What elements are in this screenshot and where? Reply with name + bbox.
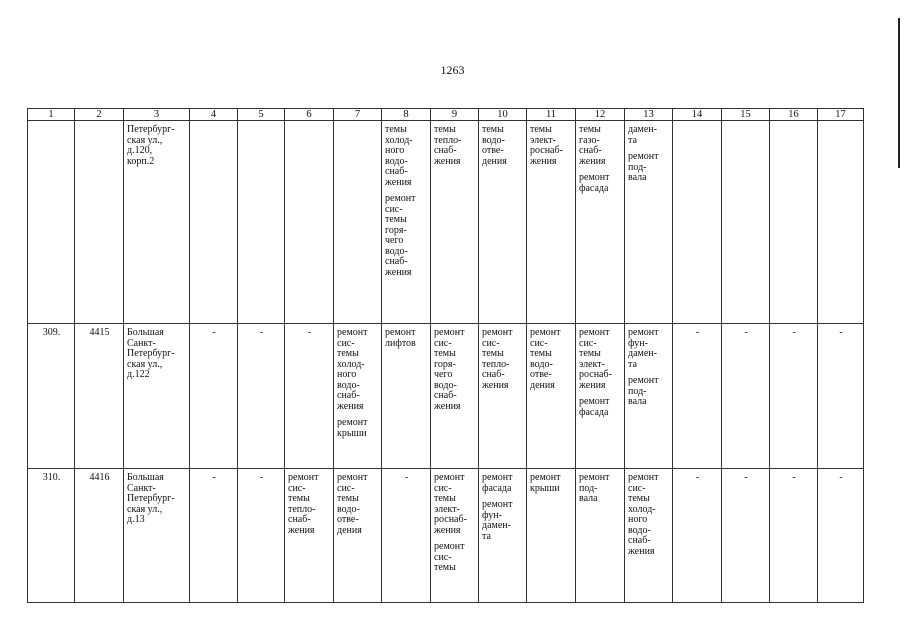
col-header: 8	[382, 109, 431, 121]
cell-text: ремонт фасада	[482, 472, 513, 494]
cell-text: ремонт сис- темы холод- ного водо- снаб- жения	[628, 472, 659, 557]
cell-text: -	[307, 327, 312, 338]
work-cell	[576, 469, 625, 603]
table-row	[28, 469, 864, 603]
cell-text: темы тепло- снаб- жения	[434, 124, 462, 167]
work-cell	[527, 469, 576, 603]
cell-text: ремонт фасада	[579, 172, 610, 194]
data-cell: -	[673, 469, 722, 603]
cell-text: ремонт под- вала	[628, 375, 659, 407]
work-cell	[479, 324, 527, 469]
address-cell	[124, 121, 190, 324]
address-cell	[124, 324, 190, 469]
cell-text: Петербург- ская ул., д.120, корп.2	[127, 124, 175, 167]
data-cell: -	[673, 324, 722, 469]
cell-text: темы водо- отве- дения	[482, 124, 507, 167]
col-header: 7	[334, 109, 382, 121]
cell-text: ремонт под- вала	[628, 151, 659, 183]
work-cell	[625, 469, 673, 603]
cell-text: темы холод- ного водо- снаб- жения	[385, 124, 413, 188]
cell-text: ремонт сис- темы водо- отве- дения	[337, 472, 368, 536]
col-header: 14	[673, 109, 722, 121]
data-cell	[818, 121, 864, 324]
data-cell: -	[770, 324, 818, 469]
work-cell	[431, 324, 479, 469]
col-header: 15	[722, 109, 770, 121]
row-number-cell: 310.	[28, 469, 75, 603]
cell-text: ремонт сис- темы водо- отве- дения	[530, 327, 561, 391]
work-cell	[527, 324, 576, 469]
data-cell	[770, 121, 818, 324]
column-number-row	[28, 109, 864, 121]
cell-text: дамен- та	[628, 124, 657, 146]
col-header: 12	[576, 109, 625, 121]
cell-text: ремонт сис- темы элект- роснаб- жения	[434, 472, 467, 536]
data-cell	[673, 121, 722, 324]
work-cell	[285, 121, 334, 324]
cell-text: ремонт сис- темы горя- чего водо- снаб- жения	[385, 193, 416, 278]
col-header: 13	[625, 109, 673, 121]
row-number-cell: 309.	[28, 324, 75, 469]
cell-text: ремонт под- вала	[579, 472, 610, 504]
cell-text: ремонт лифтов	[385, 327, 416, 349]
work-cell	[479, 121, 527, 324]
cell-text: ремонт сис- темы тепло- снаб- жения	[482, 327, 513, 391]
cell-text: ремонт крыши	[337, 417, 368, 439]
work-cell	[479, 469, 527, 603]
work-cell	[334, 121, 382, 324]
col-header: 6	[285, 109, 334, 121]
data-cell: -	[190, 469, 238, 603]
work-cell	[334, 324, 382, 469]
repair-schedule-table	[27, 108, 864, 603]
data-cell: -	[770, 469, 818, 603]
cell-text: ремонт фасада	[579, 396, 610, 418]
data-cell: -	[238, 469, 285, 603]
data-cell: -	[722, 469, 770, 603]
cell-text: темы газо- снаб- жения	[579, 124, 606, 167]
data-cell: -	[818, 469, 864, 603]
table-row	[28, 121, 864, 324]
data-cell	[190, 121, 238, 324]
table-row	[28, 324, 864, 469]
row-number-cell	[28, 121, 75, 324]
cell-text: -	[404, 472, 409, 483]
cell-text: ремонт фун- дамен- та	[628, 327, 659, 370]
margin-rule	[898, 18, 900, 168]
col-header: 10	[479, 109, 527, 121]
cell-text: ремонт сис- темы горя- чего водо- снаб- жения	[434, 327, 465, 412]
work-cell	[431, 469, 479, 603]
code-cell: 4416	[75, 469, 124, 603]
data-cell: -	[238, 324, 285, 469]
col-header: 1	[28, 109, 75, 121]
cell-text: темы элект- роснаб- жения	[530, 124, 563, 167]
page-number: 1263	[440, 63, 465, 77]
col-header: 16	[770, 109, 818, 121]
address-cell	[124, 469, 190, 603]
col-header: 11	[527, 109, 576, 121]
cell-text: ремонт сис- темы холод- ного водо- снаб- жения	[337, 327, 368, 412]
work-cell	[625, 121, 673, 324]
work-cell	[285, 324, 334, 469]
work-cell	[625, 324, 673, 469]
work-cell	[576, 324, 625, 469]
col-header: 4	[190, 109, 238, 121]
col-header: 3	[124, 109, 190, 121]
col-header: 2	[75, 109, 124, 121]
work-cell	[382, 121, 431, 324]
code-cell	[75, 121, 124, 324]
work-cell	[285, 469, 334, 603]
data-cell	[722, 121, 770, 324]
col-header: 9	[431, 109, 479, 121]
cell-text: Большая Санкт- Петербург- ская ул., д.13	[127, 472, 175, 525]
work-cell	[382, 324, 431, 469]
cell-text: ремонт сис- темы тепло- снаб- жения	[288, 472, 319, 536]
data-cell: -	[818, 324, 864, 469]
col-header: 17	[818, 109, 864, 121]
work-cell	[431, 121, 479, 324]
work-cell	[527, 121, 576, 324]
data-cell: -	[722, 324, 770, 469]
cell-text: ремонт сис- темы	[434, 541, 465, 573]
data-cell	[238, 121, 285, 324]
col-header: 5	[238, 109, 285, 121]
work-cell	[382, 469, 431, 603]
cell-text: ремонт фун- дамен- та	[482, 499, 513, 542]
cell-text: Большая Санкт- Петербург- ская ул., д.122	[127, 327, 175, 380]
cell-text: ремонт крыши	[530, 472, 561, 494]
code-cell: 4415	[75, 324, 124, 469]
work-cell	[334, 469, 382, 603]
cell-text: ремонт сис- темы элект- роснаб- жения	[579, 327, 612, 391]
data-cell: -	[190, 324, 238, 469]
work-cell	[576, 121, 625, 324]
